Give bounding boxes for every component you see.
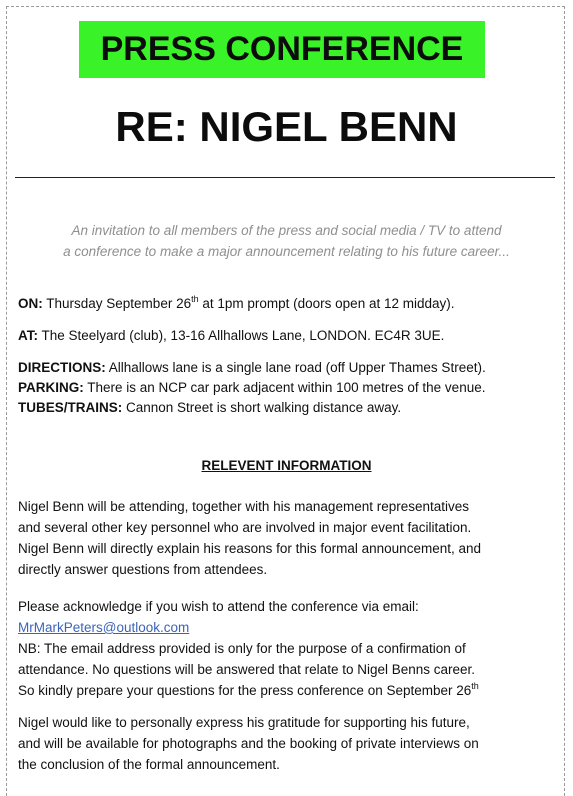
detail-parking <box>18 377 558 398</box>
paragraph-line: Nigel would like to personally express his gratitude for supporting his future, <box>18 715 470 730</box>
detail-at <box>18 325 558 346</box>
directions-label: DIRECTIONS: <box>18 360 106 375</box>
prepare-line: So kindly prepare your questions for the press conference on September 26th <box>18 681 479 698</box>
title-banner <box>79 21 485 78</box>
page-subtitle: RE: NIGEL BENN <box>115 103 458 150</box>
on-label: ON: <box>18 296 43 311</box>
paragraph-line: Nigel Benn will be attending, together with his management representatives <box>18 499 470 514</box>
paragraph-line: and several other key personnel who are involved in major event facilitation. <box>18 520 472 535</box>
tubes-label: TUBES/TRAINS: <box>18 400 123 415</box>
nb-line: NB: The email address provided is only for the purpose of a confirmation of <box>18 641 466 656</box>
intro-text <box>0 220 573 262</box>
detail-directions <box>18 357 558 378</box>
nb-line: attendance. No questions will be answered that relate to Nigel Benns career. <box>18 662 476 677</box>
paragraph-line: directly answer questions from attendees. <box>18 562 268 577</box>
paragraph-line: the conclusion of the formal announcement. <box>18 757 280 772</box>
page-title: PRESS CONFERENCE <box>100 30 464 68</box>
directions-text: Allhallows lane is a single lane road (off Upper Thames Street). <box>105 360 486 375</box>
detail-on <box>18 293 558 314</box>
paragraph-line: Nigel Benn will directly explain his reasons for this formal announcement, and <box>18 541 481 556</box>
attendance-paragraph <box>18 496 558 580</box>
paragraph-line: and will be available for photographs and the booking of private interviews on <box>18 736 479 751</box>
on-date: Thursday September 26 <box>42 296 192 311</box>
divider <box>15 177 555 178</box>
intro-line-1: An invitation to all members of the press and social media / TV to attend <box>71 223 502 238</box>
at-text: The Steelyard (club), 13-16 Allhallows Lane, LONDON. EC4R 3UE. <box>38 328 445 343</box>
at-label: AT: <box>18 328 38 343</box>
tubes-text: Cannon Street is short walking distance away. <box>122 400 402 415</box>
intro-line-2: a conference to make a major announcement relating to his future career... <box>63 244 510 259</box>
acknowledge-line: Please acknowledge if you wish to attend the conference via email: <box>18 599 419 614</box>
parking-text: There is an NCP car park adjacent within 100 metres of the venue. <box>83 380 486 395</box>
parking-label: PARKING: <box>18 380 84 395</box>
on-time: at 1pm prompt (doors open at 12 midday). <box>198 296 455 311</box>
acknowledge-paragraph <box>18 596 558 701</box>
on-date-suffix: th <box>191 294 199 304</box>
detail-tubes <box>18 397 558 418</box>
gratitude-paragraph <box>18 712 558 775</box>
email-link[interactable]: MrMarkPeters@outlook.com <box>18 620 190 635</box>
section-heading: RELEVENT INFORMATION <box>201 458 372 473</box>
